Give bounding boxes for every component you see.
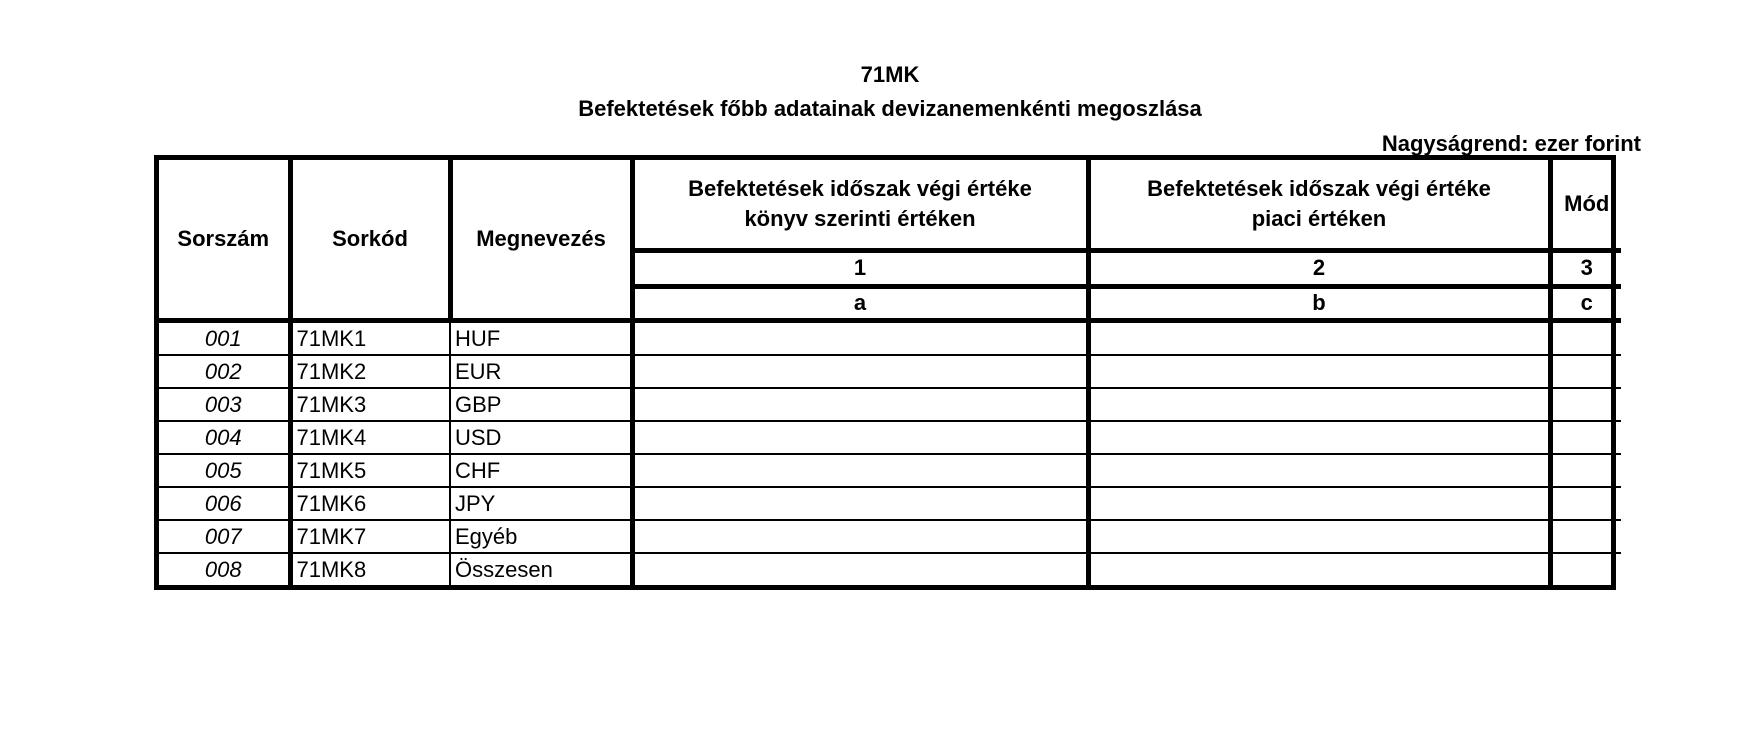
col-header-book-value-line1: Befektetések időszak végi értéke bbox=[688, 175, 1032, 201]
market-value-cell[interactable] bbox=[1088, 320, 1550, 355]
row-number: 002 bbox=[159, 355, 290, 388]
market-value-cell[interactable] bbox=[1088, 421, 1550, 454]
col-number-1: 1 bbox=[632, 250, 1088, 286]
row-name: Összesen bbox=[450, 553, 632, 585]
row-number: 006 bbox=[159, 487, 290, 520]
table-row bbox=[159, 553, 1621, 585]
mod-cell[interactable] bbox=[1550, 388, 1621, 421]
form-title: Befektetések főbb adatainak devizanemenkénti megoszlása bbox=[578, 96, 1202, 121]
row-code: 71MK1 bbox=[290, 320, 450, 355]
row-code: 71MK8 bbox=[290, 553, 450, 585]
row-name: EUR bbox=[450, 355, 632, 388]
mod-cell[interactable] bbox=[1550, 454, 1621, 487]
col-number-3: 3 bbox=[1550, 250, 1621, 286]
row-code: 71MK6 bbox=[290, 487, 450, 520]
row-code: 71MK3 bbox=[290, 388, 450, 421]
market-value-cell[interactable] bbox=[1088, 454, 1550, 487]
row-name: JPY bbox=[450, 487, 632, 520]
book-value-cell[interactable] bbox=[632, 320, 1088, 355]
book-value-cell[interactable] bbox=[632, 454, 1088, 487]
col-letter-b: b bbox=[1088, 286, 1550, 320]
mod-cell[interactable] bbox=[1550, 421, 1621, 454]
col-letter-c: c bbox=[1550, 286, 1621, 320]
col-header-megnevezes: Megnevezés bbox=[450, 160, 632, 320]
col-number-2: 2 bbox=[1088, 250, 1550, 286]
table-row bbox=[159, 487, 1621, 520]
col-header-mod: Mód bbox=[1550, 160, 1621, 250]
mod-cell[interactable] bbox=[1550, 553, 1621, 585]
market-value-cell[interactable] bbox=[1088, 355, 1550, 388]
col-header-book-value-line2: könyv szerinti értéken bbox=[744, 205, 976, 231]
col-header-market-value bbox=[1088, 160, 1550, 250]
market-value-cell[interactable] bbox=[1088, 388, 1550, 421]
book-value-cell[interactable] bbox=[632, 388, 1088, 421]
row-code: 71MK7 bbox=[290, 520, 450, 553]
table-row bbox=[159, 355, 1621, 388]
table-row bbox=[159, 421, 1621, 454]
table-row bbox=[159, 320, 1621, 355]
row-name: Egyéb bbox=[450, 520, 632, 553]
unit-note: Nagyságrend: ezer forint bbox=[1381, 131, 1641, 156]
mod-cell[interactable] bbox=[1550, 355, 1621, 388]
row-code: 71MK5 bbox=[290, 454, 450, 487]
row-number: 001 bbox=[204, 325, 242, 351]
col-header-book-value bbox=[632, 160, 1088, 250]
market-value-cell[interactable] bbox=[1088, 553, 1550, 585]
col-header-market-value-line2: piaci értéken bbox=[1251, 205, 1387, 231]
row-number: 003 bbox=[159, 388, 290, 421]
book-value-cell[interactable] bbox=[632, 487, 1088, 520]
table-row bbox=[159, 520, 1621, 553]
row-number: 007 bbox=[159, 520, 290, 553]
mod-cell[interactable] bbox=[1550, 320, 1621, 355]
data-table bbox=[154, 155, 1616, 590]
row-code: 71MK2 bbox=[290, 355, 450, 388]
row-number: 005 bbox=[159, 454, 290, 487]
table-row bbox=[159, 388, 1621, 421]
col-letter-a: a bbox=[632, 286, 1088, 320]
market-value-cell[interactable] bbox=[1088, 520, 1550, 553]
book-value-cell[interactable] bbox=[632, 553, 1088, 585]
book-value-cell[interactable] bbox=[632, 421, 1088, 454]
mod-cell[interactable] bbox=[1550, 520, 1621, 553]
mod-cell[interactable] bbox=[1550, 487, 1621, 520]
col-header-sorszam: Sorszám bbox=[159, 160, 290, 320]
col-header-market-value-line1: Befektetések időszak végi értéke bbox=[1147, 175, 1491, 201]
row-name: USD bbox=[450, 421, 632, 454]
book-value-cell[interactable] bbox=[632, 355, 1088, 388]
book-value-cell[interactable] bbox=[632, 520, 1088, 553]
row-number: 004 bbox=[159, 421, 290, 454]
col-header-sorkod: Sorkód bbox=[290, 160, 450, 320]
market-value-cell[interactable] bbox=[1088, 487, 1550, 520]
row-name: CHF bbox=[450, 454, 632, 487]
row-name: HUF bbox=[450, 320, 632, 355]
table-row bbox=[159, 454, 1621, 487]
form-code: 71MK bbox=[860, 62, 920, 87]
row-code: 71MK4 bbox=[290, 421, 450, 454]
row-number: 008 bbox=[159, 553, 290, 585]
row-name: GBP bbox=[450, 388, 632, 421]
